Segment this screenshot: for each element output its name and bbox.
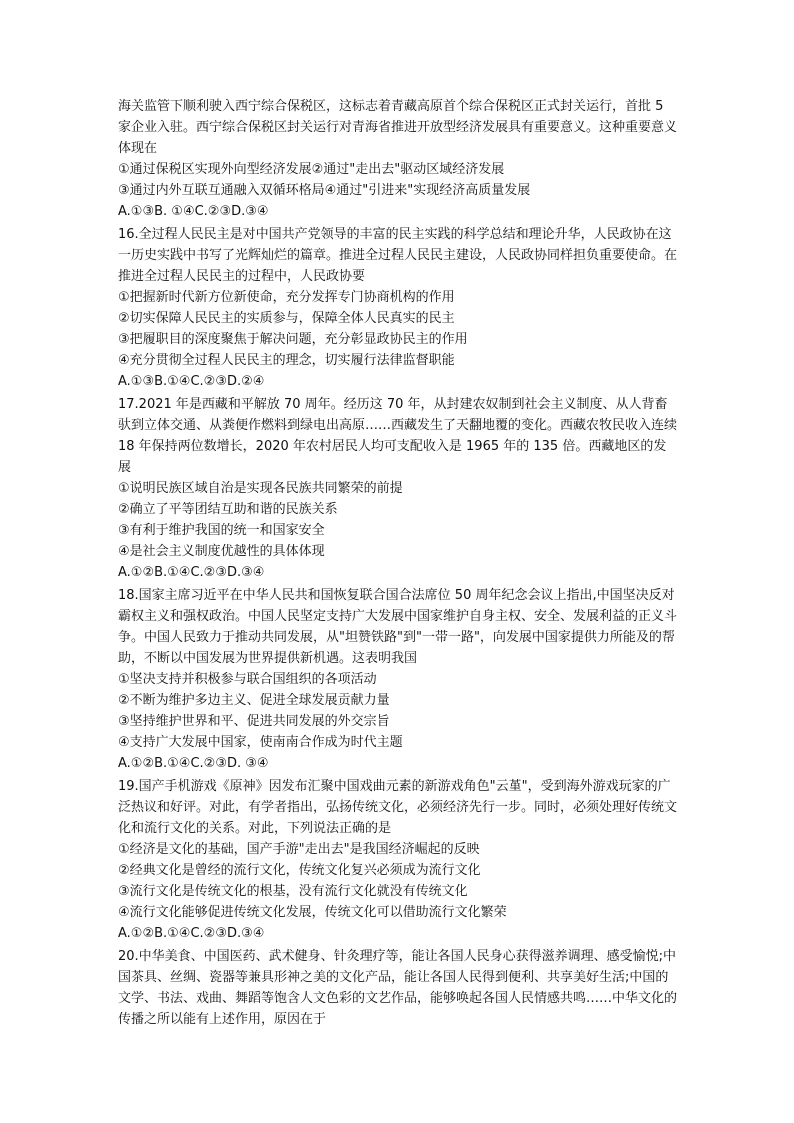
question-stem: 19.国产手机游戏《原神》因发布汇聚中国戏曲元素的新游戏角色"云堇"，受到海外游戏玩家的广泛热议和好评。对此，有学者指出，弘扬传统文化，必须经济先行一步。同时，必须处理好传统文化和流行文化的关系。对此，下列说法正确的是 bbox=[118, 779, 678, 836]
option-line: ②确立了平等团结互助和谐的民族关系 bbox=[118, 502, 338, 517]
option-line: ①把握新时代新方位新使命，充分发挥专门协商机构的作用 bbox=[118, 290, 455, 305]
option-line: ②经典文化是曾经的流行文化，传统文化复兴必须成为流行文化 bbox=[118, 863, 481, 878]
option-line: ④流行文化能够促进传统文化发展，传统文化可以借助流行文化繁荣 bbox=[118, 905, 507, 920]
option-line: ③通过内外互联互通融入双循环格局④通过"引进来"实现经济高质量发展 bbox=[118, 183, 531, 198]
answer-choices: A.①②B.①④C.②③D.③④ bbox=[118, 565, 265, 580]
question-16 bbox=[118, 224, 678, 392]
option-line: ②不断为维护多边主义、促进全球发展贡献力量 bbox=[118, 693, 390, 708]
option-line: ④支持广大发展中国家，使南南合作成为时代主题 bbox=[118, 735, 403, 750]
question-stem: 17.2021 年是西藏和平解放 70 周年。经历这 70 年，从封建农奴制到社会主义制度、从人背畜驮到立体交通、从粪便作燃料到绿电出高原……西藏发生了天翻地覆的变化。西藏农牧民收入连续 18 年保持两位数增长，2020 年农村居民人均可支配收入是 1965 年的 135 倍。西藏地区的发展 bbox=[118, 397, 678, 475]
question-19 bbox=[118, 776, 678, 944]
option-line: ④是社会主义制度优越性的具体体现 bbox=[118, 544, 325, 559]
question-15-continuation bbox=[118, 96, 678, 222]
question-18 bbox=[118, 585, 678, 774]
option-line: ①坚决支持并积极参与联合国组织的各项活动 bbox=[118, 672, 377, 687]
option-line: ①说明民族区域自治是实现各民族共同繁荣的前提 bbox=[118, 481, 403, 496]
answer-choices: A.①③B. ①④C.②③D.③④ bbox=[118, 204, 269, 219]
option-line: ①通过保税区实现外向型经济发展②通过"走出去"驱动区域经济发展 bbox=[118, 162, 505, 177]
option-line: ①经济是文化的基础，国产手游"走出去"是我国经济崛起的反映 bbox=[118, 842, 480, 857]
option-line: ③流行文化是传统文化的根基，没有流行文化就没有传统文化 bbox=[118, 884, 468, 899]
question-stem: 海关监管下顺利驶入西宁综合保税区，这标志着青藏高原首个综合保税区正式封关运行，首批 5 家企业入驻。西宁综合保税区封关运行对青海省推进开放型经济发展具有重要意义。这种重要意义体现在 bbox=[118, 99, 678, 156]
question-stem: 20.中华美食、中国医药、武术健身、针灸理疗等，能让各国人民身心获得滋养调理、感受愉悦;中国茶具、丝绸、瓷器等兼具形神之美的文化产品，能让各国人民得到便利、共享美好生活;中国的文学、书法、戏曲、舞蹈等饱含人文色彩的文艺作品，能够唤起各国人民情感共鸣……中华文化的传播之所以能有上述作用，原因在于 bbox=[118, 949, 678, 1027]
option-line: ④充分贯彻全过程人民民主的理念，切实履行法律监督职能 bbox=[118, 353, 455, 368]
option-line: ③把履职目的深度聚焦于解决问题，充分彰显政协民主的作用 bbox=[118, 332, 468, 347]
option-line: ②切实保障人民民主的实质参与，保障全体人民真实的民主 bbox=[118, 311, 455, 326]
option-line: ③有利于维护我国的统一和国家安全 bbox=[118, 523, 325, 538]
answer-choices: A.①②B.①④C.②③D.③④ bbox=[118, 926, 265, 941]
question-17 bbox=[118, 394, 678, 583]
question-stem: 18.国家主席习近平在中华人民共和国恢复联合国合法席位 50 周年纪念会议上指出,中国坚决反对霸权主义和强权政治。中国人民坚定支持广大发展中国家维护自身主权、安全、发展利益的正义斗争。中国人民致力于推动共同发展，从"坦赞铁路"到"一带一路"，向发展中国家提供力所能及的帮助，不断以中国发展为世界提供新机遇。这表明我国 bbox=[118, 588, 678, 666]
question-stem: 16.全过程人民民主是对中国共产党领导的丰富的民主实践的科学总结和理论升华，人民政协在这一历史实践中书写了光辉灿烂的篇章。推进全过程人民民主建设，人民政协同样担负重要使命。在推进全过程人民民主的过程中，人民政协要 bbox=[118, 227, 678, 284]
option-line: ③坚持维护世界和平、促进共同发展的外交宗旨 bbox=[118, 714, 390, 729]
answer-choices: A.①②B.①④C.②③D. ③④ bbox=[118, 756, 269, 771]
answer-choices: A.①③B.①④C.②③D.②④ bbox=[118, 374, 265, 389]
question-20 bbox=[118, 946, 678, 1030]
document-page bbox=[118, 96, 678, 1030]
